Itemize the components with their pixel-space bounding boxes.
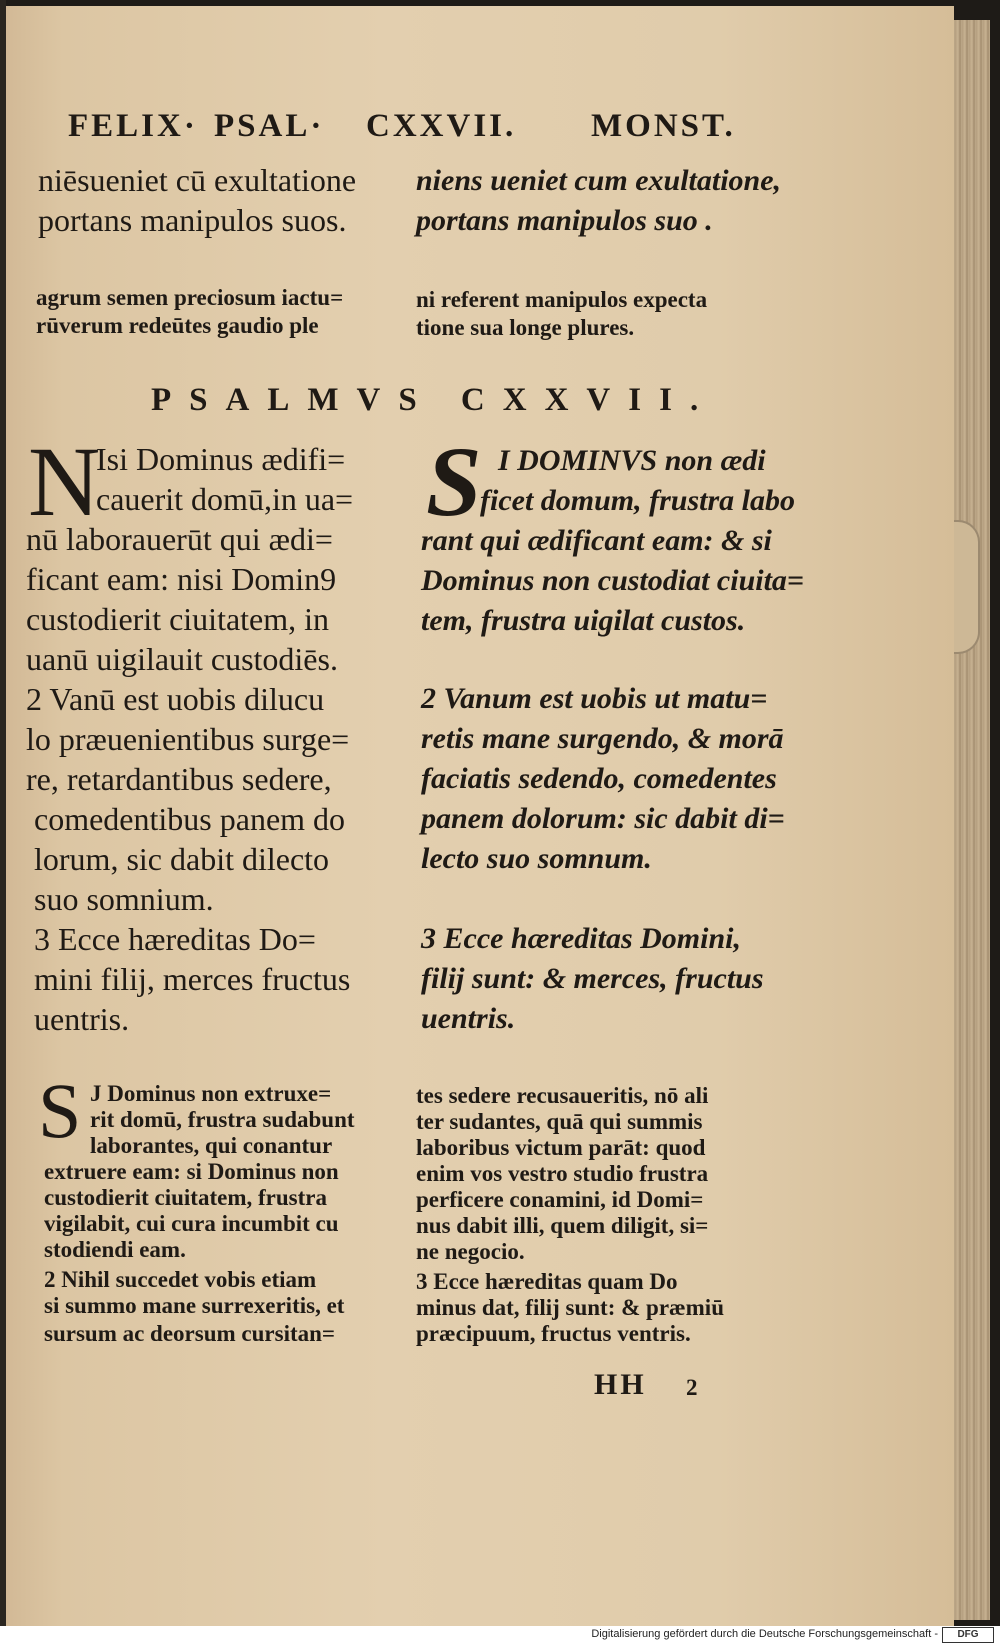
right-line-13: uentris. bbox=[421, 1002, 516, 1035]
gloss-bottom-left-line-2: rit domū, frustra sudabunt bbox=[90, 1107, 355, 1132]
footer-bar bbox=[0, 1626, 1000, 1644]
page-stack-edge bbox=[948, 20, 990, 1620]
gloss-bottom-left-line-9: si summo mane surrexeritis, et bbox=[44, 1293, 345, 1318]
gloss-bottom-right-line-7: ne negocio. bbox=[416, 1239, 525, 1264]
gloss-top-left-line-2: rūverum redeūtes gaudio ple bbox=[36, 313, 319, 338]
left-line-13: 3 Ecce hæreditas Do= bbox=[34, 921, 316, 957]
gloss-bottom-right-line-1: tes sedere recusaueritis, nō ali bbox=[416, 1083, 709, 1108]
gloss-bottom-left-line-6: vigilabit, cui cura incumbit cu bbox=[44, 1211, 339, 1236]
gloss-bottom-right-line-9: minus dat, filij sunt: & præmiū bbox=[416, 1295, 724, 1320]
gloss-bottom-right-line-10: præcipuum, fructus ventris. bbox=[416, 1321, 691, 1346]
top-right-line-2: portans manipulos suo . bbox=[416, 204, 713, 237]
header-psal: PSAL· bbox=[214, 108, 325, 144]
top-left-line-1: niēsueniet cū exultatione bbox=[38, 162, 357, 198]
top-left-line-2: portans manipulos suos. bbox=[38, 202, 347, 238]
left-line-1: Isi Dominus ædifi= bbox=[96, 441, 346, 477]
psalm-heading: PSALMVS CXXVII. bbox=[151, 382, 717, 418]
right-line-12: filij sunt: & merces, fructus bbox=[421, 962, 764, 995]
gloss-bottom-left-line-3: laborantes, qui conantur bbox=[90, 1133, 333, 1158]
left-line-3: nū laborauerūt qui ædi= bbox=[26, 521, 333, 557]
gloss-bottom-left-line-10: sursum ac deorsum cursitan= bbox=[44, 1321, 336, 1346]
left-line-15: uentris. bbox=[34, 1001, 130, 1037]
gloss-top-right-line-1: ni referent manipulos expecta bbox=[416, 287, 708, 312]
right-line-6: 2 Vanum est uobis ut matu= bbox=[421, 682, 768, 715]
left-line-12: suo somnium. bbox=[34, 881, 214, 917]
right-line-4: Dominus non custodiat ciuita= bbox=[421, 564, 805, 597]
gloss-bottom-left-line-1: J Dominus non extruxe= bbox=[90, 1081, 332, 1106]
book-page bbox=[6, 6, 954, 1626]
gloss-bottom-left-line-4: extruere eam: si Dominus non bbox=[44, 1159, 339, 1184]
right-line-2: ficet domum, frustra labo bbox=[480, 484, 796, 517]
left-line-4: ficant eam: nisi Domin9 bbox=[26, 561, 337, 597]
gloss-bottom-right-line-8: 3 Ecce hæreditas quam Do bbox=[416, 1269, 678, 1294]
right-line-10: lecto suo somnum. bbox=[421, 842, 652, 875]
left-line-10: comedentibus panem do bbox=[34, 801, 346, 837]
left-dropcap: N bbox=[28, 426, 101, 537]
header-left: FELIX· bbox=[68, 108, 198, 144]
left-line-5: custodierit ciuitatem, in bbox=[26, 601, 330, 637]
dfg-logo: DFG bbox=[942, 1627, 994, 1643]
right-dropcap: S bbox=[426, 426, 482, 537]
signature-mark: HH bbox=[594, 1368, 647, 1401]
header-right: MONST. bbox=[591, 108, 736, 144]
left-line-6: uanū uigilauit custodiēs. bbox=[26, 641, 338, 677]
footer-text: Digitalisierung gefördert durch die Deutsche Forschungsgemeinschaft - bbox=[591, 1628, 938, 1640]
right-line-1: I DOMINVS non ædi bbox=[498, 444, 766, 477]
gloss-bottom-left-line-8: 2 Nihil succedet vobis etiam bbox=[44, 1267, 317, 1292]
header-number: CXXVII. bbox=[366, 108, 517, 144]
left-line-14: mini filij, merces fructus bbox=[34, 961, 351, 997]
gloss-bottom-left-line-5: custodierit ciuitatem, frustra bbox=[44, 1185, 327, 1210]
gloss-bottom-right-line-5: perficere conamini, id Domi= bbox=[416, 1187, 704, 1212]
left-line-11: lorum, sic dabit dilecto bbox=[34, 841, 330, 877]
signature-number: 2 bbox=[686, 1375, 698, 1400]
right-line-3: rant qui ædificant eam: & si bbox=[421, 524, 772, 557]
right-line-9: panem dolorum: sic dabit di= bbox=[421, 802, 785, 835]
gloss-top-left-line-1: agrum semen preciosum iactu= bbox=[36, 285, 344, 310]
gloss-bottom-right-line-2: ter sudantes, quā qui summis bbox=[416, 1109, 703, 1134]
right-line-11: 3 Ecce hæreditas Domini, bbox=[421, 922, 741, 955]
right-line-5: tem, frustra uigilat custos. bbox=[421, 604, 746, 637]
gloss-bottom-right-line-3: laboribus victum parāt: quod bbox=[416, 1135, 706, 1160]
gloss-top-right-line-2: tione sua longe plures. bbox=[416, 315, 635, 340]
right-line-7: retis mane surgendo, & morā bbox=[421, 722, 784, 755]
right-line-8: faciatis sedendo, comedentes bbox=[421, 762, 777, 795]
gloss-bottom-dropcap: S bbox=[38, 1067, 82, 1154]
left-line-8: lo præuenientibus surge= bbox=[26, 721, 350, 757]
gloss-bottom-right-line-6: nus dabit illi, quem diligit, si= bbox=[416, 1213, 709, 1238]
gloss-bottom-right-line-4: enim vos vestro studio frustra bbox=[416, 1161, 709, 1186]
left-line-7: 2 Vanū est uobis dilucu bbox=[26, 681, 325, 717]
top-right-line-1: niens ueniet cum exultatione, bbox=[416, 164, 782, 197]
gloss-bottom-left-line-7: stodiendi eam. bbox=[44, 1237, 186, 1262]
left-line-2: cauerit domū,in ua= bbox=[96, 481, 354, 517]
left-line-9: re, retardantibus sedere, bbox=[26, 761, 332, 797]
